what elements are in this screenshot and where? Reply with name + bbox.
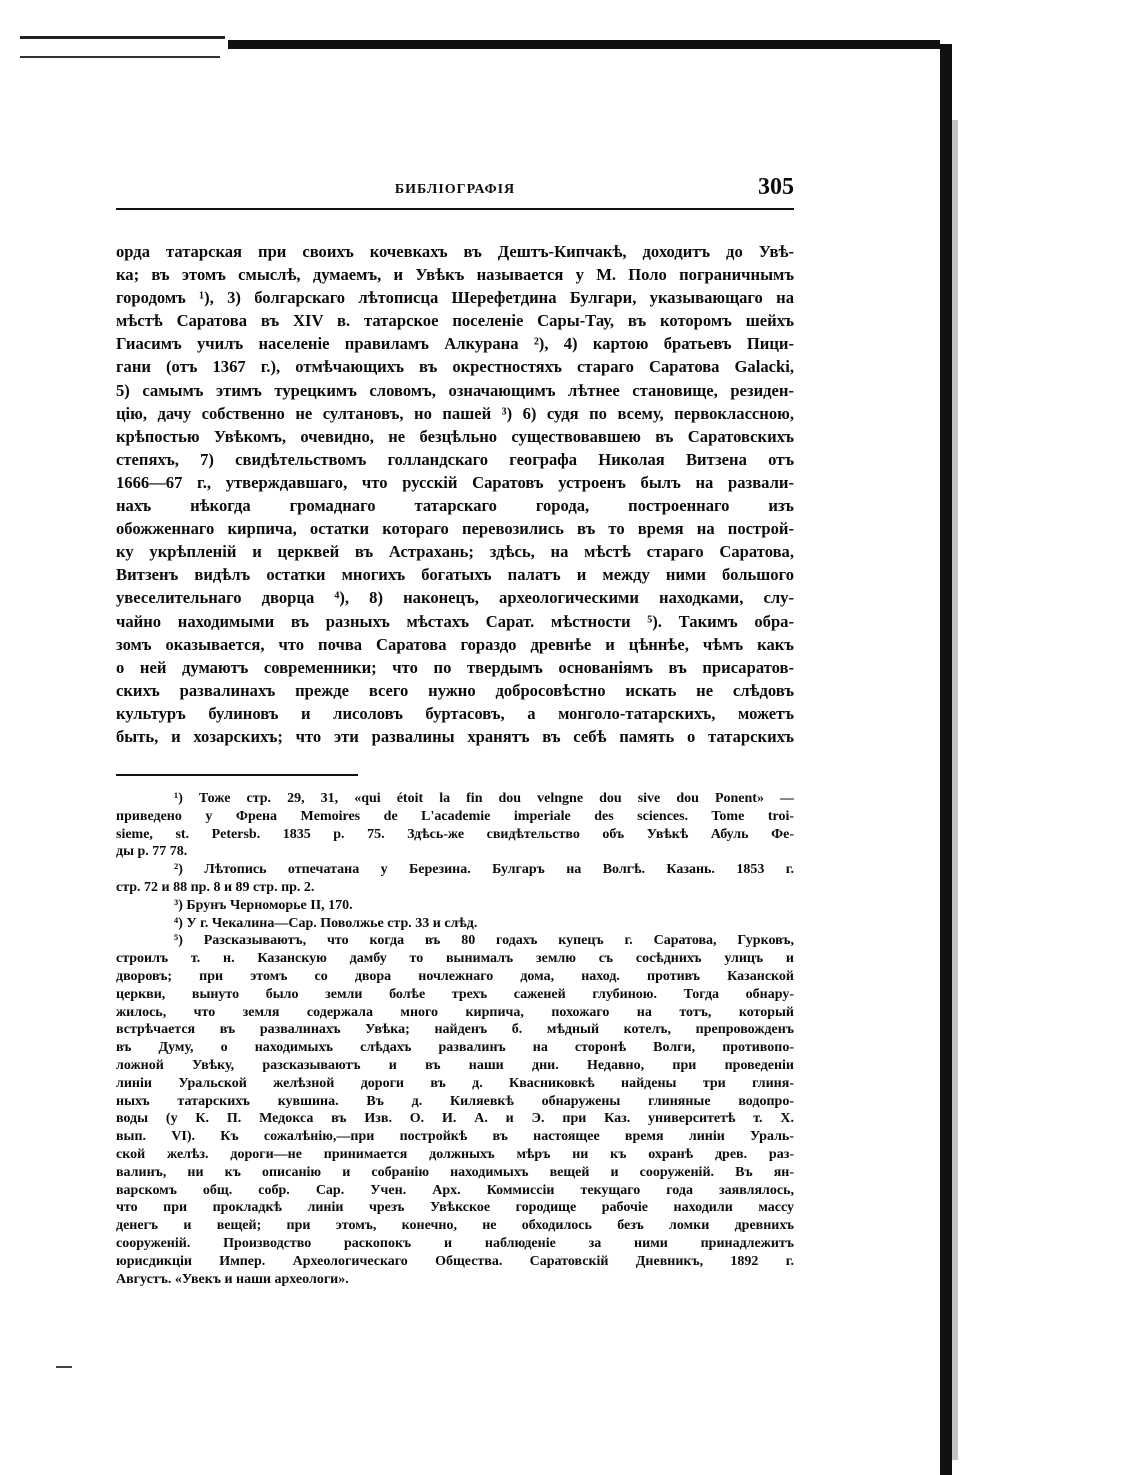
footnote-line: ложной Увѣку, разсказываютъ и въ наши дни. Недавно, при проведеніи: [116, 1057, 794, 1073]
running-head: [116, 176, 794, 206]
body-line: Гиасимъ училъ населеніе правиламъ Алкурана ²), 4) картою братьевъ Пици-: [116, 334, 794, 354]
footnote-line: вып. VI). Къ сожалѣнію,—при постройкѣ въ настоящее время линіи Ураль-: [116, 1129, 794, 1145]
footnote-line: ¹) Тоже стр. 29, 31, «qui étoit la fin dou velngne dou sive dou Ponent» —: [174, 791, 794, 806]
body-line: чайно находимыми въ разныхъ мѣстахъ Сарат. мѣстности ⁵). Такимъ обра-: [116, 611, 794, 631]
body-line: городомъ ¹), 3) болгарскаго лѣтописца Шерефетдина Булгари, указывающаго на: [116, 288, 794, 308]
body-line: 5) самымъ этимъ турецкимъ словомъ, означающимъ лѣтнее становище, резиден-: [116, 380, 794, 400]
scan-edge-artifact: [20, 56, 220, 58]
body-line: быть, и хозарскихъ; что эти развалины хранятъ въ себѣ память о татарскихъ: [116, 726, 794, 746]
body-line: гани (отъ 1367 г.), отмѣчающихъ въ окрестностяхъ стараго Саратова Galacki,: [116, 357, 794, 377]
footnote-line: денегъ и вещей; при этомъ, конечно, не обходилось безъ ломки древнихъ: [116, 1218, 794, 1234]
footnote-line: юрисдикціи Импер. Археологическаго Общества. Саратовскій Дневникъ, 1892 г.: [116, 1253, 794, 1269]
footnote-line: ²) Лѣтопись отпечатана у Березина. Булгаръ на Волгѣ. Казань. 1853 г.: [174, 862, 794, 878]
footnote-line: воды (у К. П. Медокса въ Изв. О. И. А. и Э. при Каз. университетѣ т. X.: [116, 1111, 794, 1127]
body-line: степяхъ, 7) свидѣтельствомъ голландскаго географа Николая Витзена отъ: [116, 449, 794, 469]
footnote-line: ³) Брунъ Черноморье II, 170.: [174, 897, 353, 913]
footnote-line: дворовъ; при этомъ со двора ночлежнаго дома, наход. противъ Казанской: [116, 968, 794, 984]
footnote-line: сооруженій. Производство раскопокъ и наблюденіе за ними принадлежитъ: [116, 1235, 794, 1251]
footnote-line: въ Думу, о находимыхъ слѣдахъ развалинъ на сторонѣ Волги, противопо-: [116, 1040, 794, 1056]
footnote-line: линіи Уральской желѣзной дороги въ д. Квасниковкѣ найдены три глиня-: [116, 1075, 794, 1091]
body-line: скихъ развалинахъ прежде всего нужно добросовѣстно искать не слѣдовъ: [116, 680, 794, 700]
footnotes: [116, 790, 794, 1288]
footnote-line: жилось, что земля содержала много кирпича, похожаго на тотъ, который: [116, 1004, 794, 1020]
footnote-line: валинъ, ни къ описанію и собранію находимыхъ вещей и сооруженій. Въ ян-: [116, 1164, 794, 1180]
footnote-line: ⁴) У г. Чекалина—Сар. Поволжье стр. 33 и слѣд.: [174, 915, 478, 931]
footnote-line: церкви, вынуто было земли болѣе трехъ саженей глубиною. Тогда обнару-: [116, 986, 794, 1002]
body-line: увеселительнаго дворца ⁴), 8) наконецъ, археологическими находками, слу-: [116, 588, 794, 608]
footnote-line: ской желѣз. дороги—не принимается должныхъ мѣръ ни къ охранѣ древ. раз-: [116, 1146, 794, 1162]
scan-edge-artifact: [20, 36, 225, 39]
scan-mark: [56, 1366, 72, 1368]
body-line: зомъ оказывается, что почва Саратова гораздо древнѣе и цѣннѣе, чѣмъ какъ: [116, 634, 794, 654]
footnote-line: ныхъ татарскихъ кувшина. Въ д. Киляевкѣ обнаружены глиняные водопро-: [116, 1093, 794, 1109]
body-line: орда татарская при своихъ кочевкахъ въ Дештъ-Кипчакѣ, доходитъ до Увѣ-: [116, 242, 794, 261]
body-line: культуръ булиновъ и лисоловъ буртасовъ, а монголо-татарскихъ, можетъ: [116, 703, 794, 723]
body-line: 1666—67 г., утверждавшаго, что русскій Саратовъ устроенъ былъ на развали-: [116, 472, 794, 492]
footnote-line: строилъ т. н. Казанскую дамбу то вынималъ землю съ сосѣднихъ улицъ и: [116, 951, 794, 967]
body-line: ку укрѣпленій и церквей въ Астрахань; здѣсь, на мѣстѣ стараго Саратова,: [116, 542, 794, 562]
footnote-line: ды p. 77 78.: [116, 844, 188, 860]
header-rule: [116, 208, 794, 210]
running-title: БИБЛІОГРАФІЯ: [394, 182, 516, 197]
footnote-line: встрѣчается въ развалинахъ Увѣка; найденъ б. мѣдный котелъ, препровожденъ: [116, 1022, 794, 1038]
body-line: ка; въ этомъ смыслѣ, думаемъ, и Увѣкъ называется у М. Поло пограничнымъ: [116, 265, 794, 285]
scan-top-border: [228, 40, 940, 49]
body-line: крѣпостью Увѣкомъ, очевидно, не безцѣльно существовавшею въ Саратовскихъ: [116, 426, 794, 446]
page-number: 305: [758, 174, 794, 200]
body-line: о ней думаютъ современники; что по твердымъ основаніямъ въ присаратов-: [116, 657, 794, 677]
footnote-line: ⁵) Разсказываютъ, что когда въ 80 годахъ купецъ г. Саратова, Гурковъ,: [174, 933, 794, 949]
body-line: мѣстѣ Саратова въ XIV в. татарское поселеніе Сары-Тау, въ которомъ шейхъ: [116, 311, 794, 331]
footnote-line: стр. 72 и 88 пр. 8 и 89 стр. пр. 2.: [116, 879, 315, 895]
footnote-line: Августъ. «Увекъ и наши археологи».: [116, 1271, 349, 1287]
footnote-line: приведено у Френа Memoires de L'academie imperiale des sciences. Tome troi-: [116, 808, 794, 824]
footnote-line: что при прокладкѣ линіи чрезъ Увѣкское городище рабочіе находили массу: [116, 1200, 794, 1216]
footnote-line: варскомъ общ. собр. Сар. Учен. Арх. Коммиссіи текущаго года заявлялось,: [116, 1182, 794, 1198]
body-text: [116, 240, 794, 748]
body-line: обожженнаго кирпича, остатки котораго перевозились въ то время на построй-: [116, 519, 794, 539]
body-line: нахъ нѣкогда громаднаго татарскаго города, построеннаго изъ: [116, 496, 794, 516]
scan-right-shadow: [952, 120, 958, 1460]
scan-right-border: [940, 44, 952, 1475]
body-line: цію, дачу собственно не султановъ, но пашей ³) 6) судя по всему, первоклассною,: [116, 403, 794, 423]
footnote-rule: [116, 774, 358, 776]
footnote-line: sieme, st. Petersb. 1835 p. 75. Здѣсь-же свидѣтельство объ Увѣкѣ Абуль Фе-: [116, 826, 794, 842]
body-line: Витзенъ видѣлъ остатки многихъ богатыхъ палатъ и между ними большого: [116, 565, 794, 585]
